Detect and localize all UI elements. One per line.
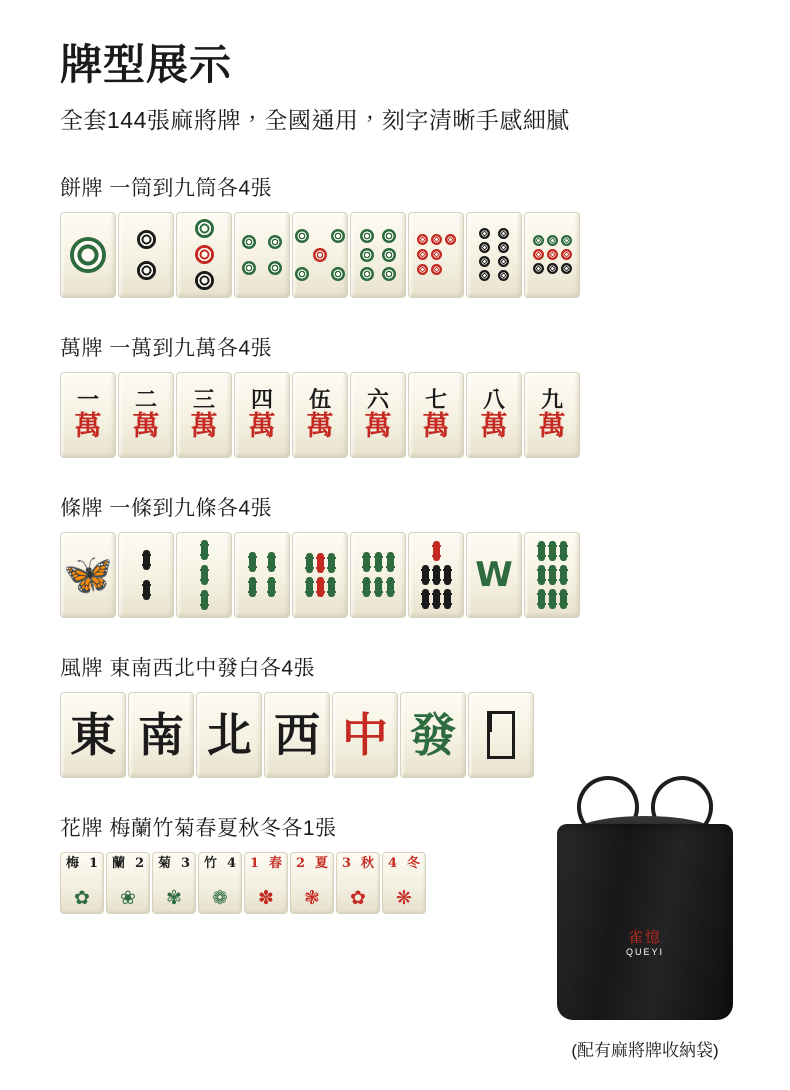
storage-bag-figure bbox=[542, 762, 748, 1061]
pip bbox=[431, 234, 442, 245]
bamboo-stick bbox=[387, 577, 394, 597]
bamboo-stick bbox=[538, 589, 545, 609]
tile-dragon-red bbox=[332, 692, 398, 778]
bamboo-stick bbox=[363, 552, 370, 572]
pip bbox=[242, 235, 256, 249]
pip bbox=[137, 230, 156, 249]
bamboo-stick bbox=[328, 553, 335, 573]
bamboo-stick bbox=[268, 552, 275, 572]
section-dots bbox=[60, 172, 730, 298]
pip bbox=[561, 235, 572, 246]
pip bbox=[195, 219, 214, 238]
pip bbox=[547, 263, 558, 274]
tile-flower-3 bbox=[152, 852, 196, 914]
flower-label: 菊 bbox=[158, 855, 172, 871]
bamboo-stick bbox=[444, 589, 451, 609]
flower-label: 冬 bbox=[406, 855, 420, 871]
section-label-dots: 餅牌 一筒到九筒各4張 bbox=[60, 176, 273, 200]
bamboo-stick bbox=[538, 541, 545, 561]
flower-number: 2 bbox=[296, 855, 306, 871]
section-winds bbox=[60, 652, 730, 778]
char-bottom: 萬 bbox=[422, 411, 450, 443]
flower-label: 秋 bbox=[360, 855, 374, 871]
tile-bamboo-2 bbox=[118, 532, 174, 618]
pip bbox=[479, 228, 490, 239]
tile-dots-1 bbox=[60, 212, 116, 298]
tile-char-8 bbox=[466, 372, 522, 458]
tile-char-2 bbox=[118, 372, 174, 458]
char-bottom: 萬 bbox=[538, 411, 566, 443]
tile-char-1 bbox=[60, 372, 116, 458]
pip bbox=[242, 261, 256, 275]
flower-number: 1 bbox=[88, 855, 98, 871]
tile-char-3 bbox=[176, 372, 232, 458]
tile-row-dots bbox=[60, 212, 730, 298]
tile-dots-8 bbox=[466, 212, 522, 298]
tile-dots-2 bbox=[118, 212, 174, 298]
pip bbox=[382, 229, 396, 243]
bamboo-stick bbox=[375, 552, 382, 572]
flower-art-icon: ✿ bbox=[350, 887, 366, 909]
tile-bamboo-1 bbox=[60, 532, 116, 618]
pip bbox=[360, 267, 374, 281]
flower-art-icon: ❃ bbox=[304, 887, 320, 909]
wind-glyph: 南 bbox=[138, 707, 184, 762]
tile-dots-5 bbox=[292, 212, 348, 298]
wind-glyph: 發 bbox=[410, 707, 456, 762]
pip bbox=[268, 235, 282, 249]
tile-dots-3 bbox=[176, 212, 232, 298]
bamboo-stick bbox=[317, 577, 324, 597]
section-label-winds: 風牌 東南西北中發白各4張 bbox=[60, 656, 316, 680]
bamboo-stick bbox=[249, 577, 256, 597]
tile-dots-9 bbox=[524, 212, 580, 298]
bamboo-stick bbox=[549, 589, 556, 609]
pip bbox=[479, 270, 490, 281]
bamboo-stick bbox=[143, 550, 150, 570]
section-label-bamboo: 條牌 一條到九條各4張 bbox=[60, 496, 273, 520]
pip bbox=[360, 229, 374, 243]
bamboo-stick bbox=[422, 565, 429, 585]
pip bbox=[479, 256, 490, 267]
flower-art-icon: ❋ bbox=[396, 887, 412, 909]
bamboo-stick bbox=[201, 540, 208, 560]
white-dragon-frame-icon bbox=[487, 711, 515, 759]
flower-number: 4 bbox=[388, 855, 398, 871]
flower-number: 1 bbox=[250, 855, 260, 871]
section-characters bbox=[60, 332, 730, 458]
flower-label: 蘭 bbox=[112, 855, 126, 871]
pip bbox=[195, 271, 214, 290]
pip bbox=[417, 264, 428, 275]
bamboo-stick bbox=[422, 589, 429, 609]
bamboo-stick bbox=[387, 552, 394, 572]
char-bottom: 萬 bbox=[132, 411, 160, 443]
char-top: 三 bbox=[192, 387, 215, 414]
pip bbox=[547, 249, 558, 260]
flower-art-icon: ❀ bbox=[120, 887, 136, 909]
pip bbox=[547, 235, 558, 246]
tile-bamboo-8 bbox=[466, 532, 522, 618]
tile-bamboo-6 bbox=[350, 532, 406, 618]
wind-glyph: 東 bbox=[70, 707, 116, 762]
storage-bag-image bbox=[547, 762, 743, 1026]
flower-art-icon: ❁ bbox=[212, 887, 228, 909]
pip bbox=[268, 261, 282, 275]
wind-glyph: 中 bbox=[342, 707, 388, 762]
bamboo-stick bbox=[249, 552, 256, 572]
pip bbox=[479, 242, 490, 253]
tile-wind-south bbox=[128, 692, 194, 778]
pip bbox=[498, 228, 509, 239]
pip bbox=[445, 234, 456, 245]
bamboo-stick bbox=[363, 577, 370, 597]
char-bottom: 萬 bbox=[248, 411, 276, 443]
char-bottom: 萬 bbox=[74, 411, 102, 443]
tile-bamboo-4 bbox=[234, 532, 290, 618]
flower-number: 3 bbox=[342, 855, 352, 871]
wind-glyph: 北 bbox=[206, 707, 252, 762]
bamboo-stick bbox=[560, 589, 567, 609]
tile-wind-east bbox=[60, 692, 126, 778]
bamboo-stick bbox=[560, 541, 567, 561]
pip bbox=[70, 237, 106, 273]
tile-bamboo-9 bbox=[524, 532, 580, 618]
flower-number: 4 bbox=[226, 855, 236, 871]
pip bbox=[313, 248, 327, 262]
pip bbox=[195, 245, 214, 264]
bamboo-stick bbox=[433, 541, 440, 561]
char-top: 二 bbox=[134, 387, 157, 414]
bamboo-stick bbox=[433, 589, 440, 609]
pip bbox=[431, 249, 442, 260]
char-top: 八 bbox=[482, 387, 505, 414]
pip bbox=[498, 270, 509, 281]
char-bottom: 萬 bbox=[306, 411, 334, 443]
flower-art-icon: ✽ bbox=[258, 887, 274, 909]
pip bbox=[295, 229, 309, 243]
pip bbox=[498, 242, 509, 253]
tile-flower-7 bbox=[336, 852, 380, 914]
tile-wind-north bbox=[196, 692, 262, 778]
tile-flower-1 bbox=[60, 852, 104, 914]
bamboo-stick bbox=[375, 577, 382, 597]
bamboo-stick bbox=[328, 577, 335, 597]
char-top: 伍 bbox=[308, 387, 331, 414]
tile-bamboo-7 bbox=[408, 532, 464, 618]
tile-bamboo-3 bbox=[176, 532, 232, 618]
tile-flower-2 bbox=[106, 852, 150, 914]
tile-dots-7 bbox=[408, 212, 464, 298]
pip bbox=[331, 229, 345, 243]
char-top: 四 bbox=[250, 387, 273, 414]
page-title: 牌型展示 bbox=[60, 41, 233, 88]
tile-dots-6 bbox=[350, 212, 406, 298]
bamboo-stick bbox=[306, 553, 313, 573]
tile-dragon-green bbox=[400, 692, 466, 778]
pip bbox=[331, 267, 345, 281]
bamboo-stick bbox=[268, 577, 275, 597]
char-bottom: 萬 bbox=[364, 411, 392, 443]
pip bbox=[360, 248, 374, 262]
tile-row-bamboo bbox=[60, 532, 730, 618]
tile-row-characters bbox=[60, 372, 730, 458]
char-bottom: 萬 bbox=[480, 411, 508, 443]
flower-art-icon: ✿ bbox=[74, 887, 90, 909]
tile-flower-4 bbox=[198, 852, 242, 914]
tile-wind-west bbox=[264, 692, 330, 778]
tile-dragon-white bbox=[468, 692, 534, 778]
char-top: 一 bbox=[76, 387, 99, 414]
char-top: 七 bbox=[424, 387, 447, 414]
pip bbox=[498, 256, 509, 267]
bamboo-stick bbox=[317, 553, 324, 573]
pip bbox=[417, 234, 428, 245]
bamboo-stick bbox=[560, 565, 567, 585]
bamboo-stick bbox=[538, 565, 545, 585]
tile-char-6 bbox=[350, 372, 406, 458]
section-label-characters: 萬牌 一萬到九萬各4張 bbox=[60, 336, 273, 360]
tile-char-9 bbox=[524, 372, 580, 458]
tile-dots-4 bbox=[234, 212, 290, 298]
tile-flower-5 bbox=[244, 852, 288, 914]
bamboo-stick bbox=[143, 580, 150, 600]
pip bbox=[382, 248, 396, 262]
pip bbox=[137, 261, 156, 280]
brand-mark-en: QUEYI bbox=[625, 947, 664, 957]
bag-brand-logo bbox=[547, 930, 743, 957]
pip bbox=[382, 267, 396, 281]
pip bbox=[561, 249, 572, 260]
flower-number: 2 bbox=[134, 855, 144, 871]
section-label-flowers: 花牌 梅蘭竹菊春夏秋冬各1張 bbox=[60, 816, 337, 840]
pip bbox=[533, 235, 544, 246]
pip bbox=[417, 249, 428, 260]
tile-bamboo-5 bbox=[292, 532, 348, 618]
char-top: 六 bbox=[366, 387, 389, 414]
bamboo-stick bbox=[433, 565, 440, 585]
flower-label: 夏 bbox=[314, 855, 328, 871]
bamboo-stick bbox=[306, 577, 313, 597]
flower-number: 3 bbox=[180, 855, 190, 871]
char-bottom: 萬 bbox=[190, 411, 218, 443]
flower-label: 竹 bbox=[204, 855, 218, 871]
flower-label: 梅 bbox=[66, 855, 80, 871]
pip bbox=[431, 264, 442, 275]
bamboo-stick bbox=[201, 565, 208, 585]
wind-glyph: 西 bbox=[274, 707, 320, 762]
tile-flower-6 bbox=[290, 852, 334, 914]
section-bamboo bbox=[60, 492, 730, 618]
char-top: 九 bbox=[540, 387, 563, 414]
flower-art-icon: ✾ bbox=[166, 887, 182, 909]
pip bbox=[533, 263, 544, 274]
bag-body bbox=[557, 824, 733, 1020]
tile-char-4 bbox=[234, 372, 290, 458]
bag-caption: (配有麻將牌收納袋) bbox=[571, 1041, 719, 1060]
tile-char-7 bbox=[408, 372, 464, 458]
bamboo-w-shape: W bbox=[475, 554, 513, 595]
bamboo-stick bbox=[549, 541, 556, 561]
bamboo-stick bbox=[444, 565, 451, 585]
tile-flower-8 bbox=[382, 852, 426, 914]
sparrow-icon: 🦋 bbox=[63, 552, 113, 597]
page-subtitle: 全套144張麻將牌，全國通用，刻字清晰手感細膩 bbox=[60, 107, 570, 134]
pip bbox=[561, 263, 572, 274]
pip bbox=[533, 249, 544, 260]
tile-char-5 bbox=[292, 372, 348, 458]
bamboo-stick bbox=[201, 590, 208, 610]
bamboo-stick bbox=[549, 565, 556, 585]
pip bbox=[295, 267, 309, 281]
brand-mark-cn: 雀憶 bbox=[627, 929, 662, 946]
flower-label: 春 bbox=[268, 855, 282, 871]
